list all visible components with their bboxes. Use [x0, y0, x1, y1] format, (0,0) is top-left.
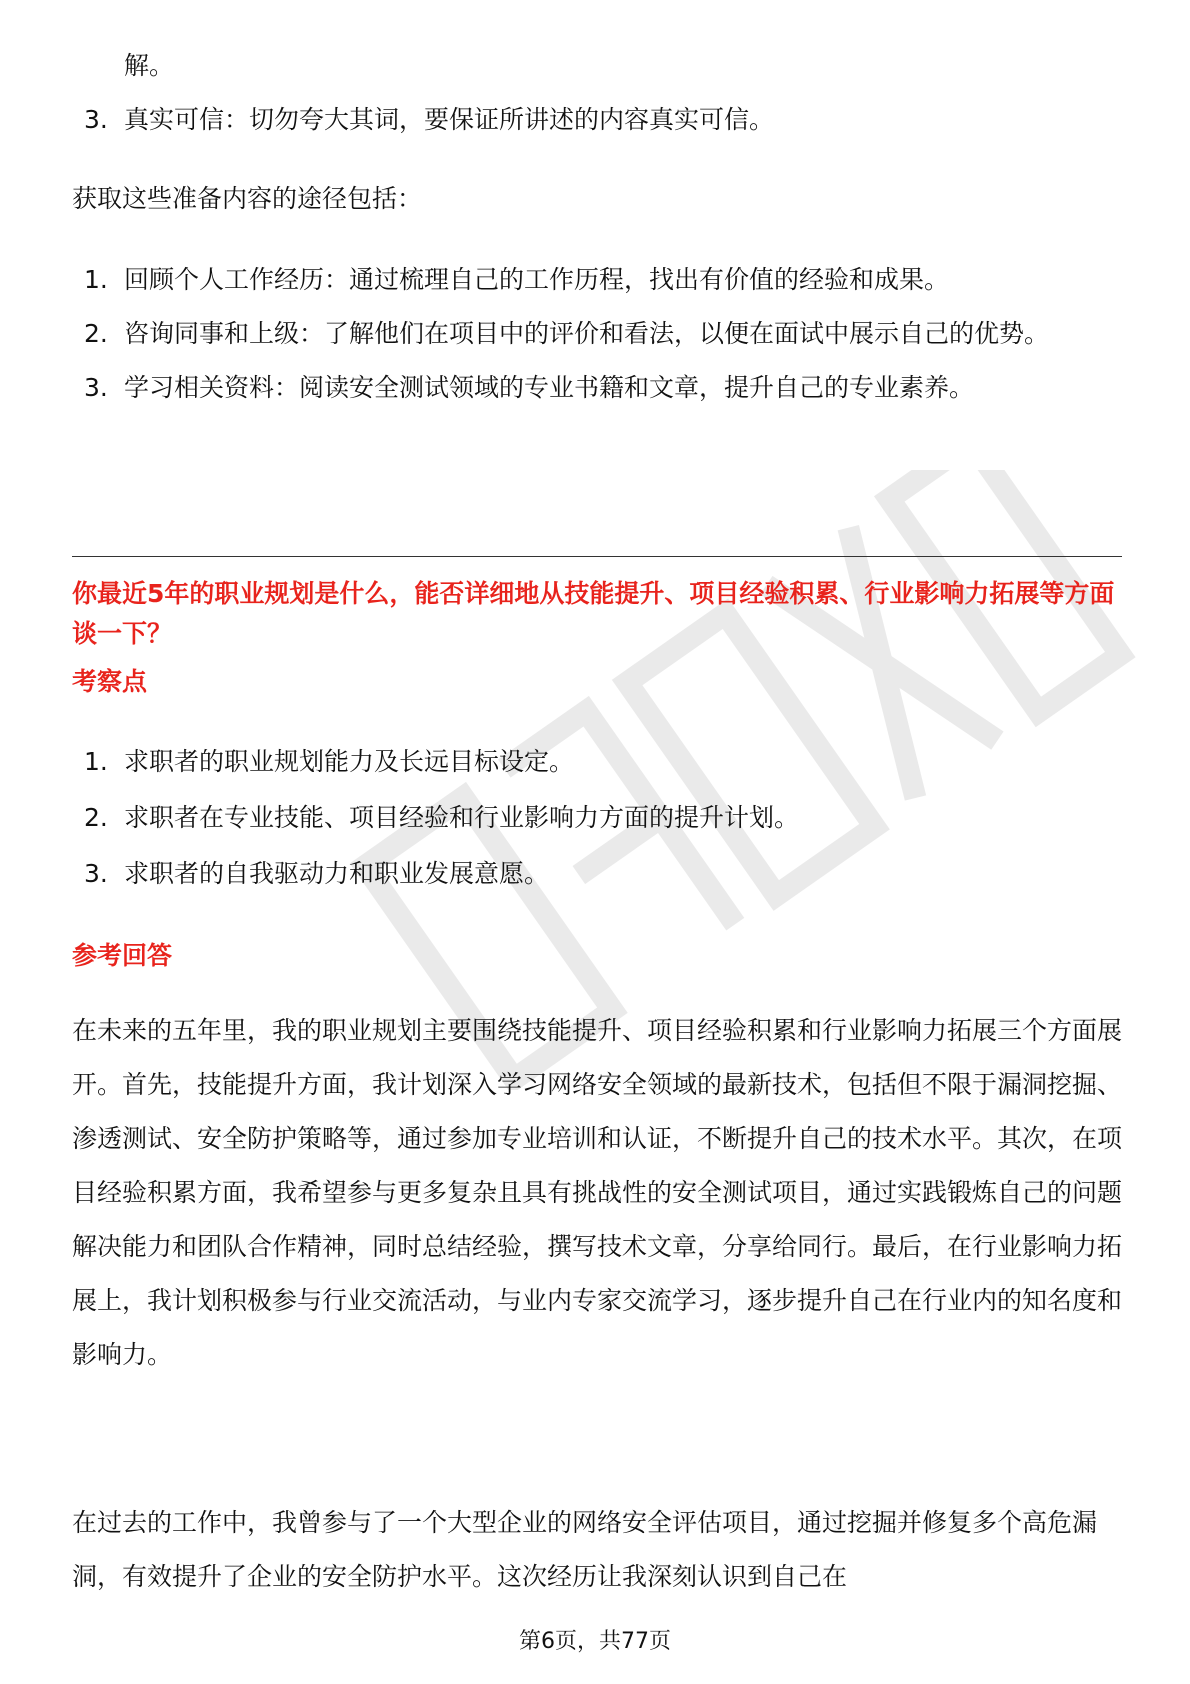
list-number: 1. [84, 747, 108, 776]
list-item [72, 92, 774, 148]
focus-list [72, 734, 799, 902]
list-number: 1. [84, 265, 108, 294]
list-number: 3. [84, 105, 108, 134]
question-title: 你最近5年的职业规划是什么，能否详细地从技能提升、项目经验积累、行业影响力拓展等方面谈一下？ [72, 579, 1115, 648]
focus-heading: 考察点 [72, 667, 148, 696]
section-divider [72, 556, 1122, 557]
list-item [72, 790, 799, 846]
page-footer: 第6页，共77页 [519, 1629, 671, 1654]
ways-list [72, 252, 1122, 416]
list-text: 真实可信：切勿夸大其词，要保证所讲述的内容真实可信。 [124, 105, 775, 134]
list-number: 3. [84, 373, 108, 402]
list-number: 2. [84, 803, 108, 832]
list-item [72, 308, 1122, 360]
list-text: 求职者的职业规划能力及长远目标设定。 [124, 747, 575, 776]
list-item [72, 252, 1122, 308]
answer-paragraph: 在过去的工作中，我曾参与了一个大型企业的网络安全评估项目，通过挖掘并修复多个高危漏洞，有效提升了企业的安全防护水平。这次经历让我深刻认识到自己在 [72, 1508, 1098, 1591]
list-text: 求职者在专业技能、项目经验和行业影响力方面的提升计划。 [124, 803, 800, 832]
continued-list [72, 92, 774, 148]
list-item [72, 846, 799, 902]
continued-text: 解。 [124, 51, 175, 80]
list-text: 回顾个人工作经历：通过梳理自己的工作历程，找出有价值的经验和成果。 [124, 265, 950, 294]
answer-paragraph: 在未来的五年里，我的职业规划主要围绕技能提升、项目经验积累和行业影响力拓展三个方面展开。首先，技能提升方面，我计划深入学习网络安全领域的最新技术，包括但不限于漏洞挖掘、渗透测试、安全防护策略等，通过参加专业培训和认证，不断提升自己的技术水平。其次，在项目经验积累方面，我希望参与更多复杂且具有挑战性的安全测试项目，通过实践锻炼自己的问题解决能力和团队合作精神，同时总结经验，撰写技术文章，分享给同行。最后，在行业影响力拓展上，我计划积极参与行业交流活动，与业内专家交流学习，逐步提升自己在行业内的知名度和影响力。 [72, 1016, 1123, 1369]
list-item [72, 360, 1122, 416]
ways-intro: 获取这些准备内容的途径包括： [72, 184, 423, 213]
list-number: 3. [84, 859, 108, 888]
list-item [72, 734, 799, 790]
list-number: 2. [84, 319, 108, 348]
list-text: 咨询同事和上级：了解他们在项目中的评价和看法，以便在面试中展示自己的优势。 [124, 319, 1050, 348]
document-page [72, 0, 1122, 1684]
list-text: 学习相关资料：阅读安全测试领域的专业书籍和文章，提升自己的专业素养。 [124, 373, 975, 402]
answer-heading: 参考回答 [72, 941, 173, 970]
list-text: 求职者的自我驱动力和职业发展意愿。 [124, 859, 550, 888]
